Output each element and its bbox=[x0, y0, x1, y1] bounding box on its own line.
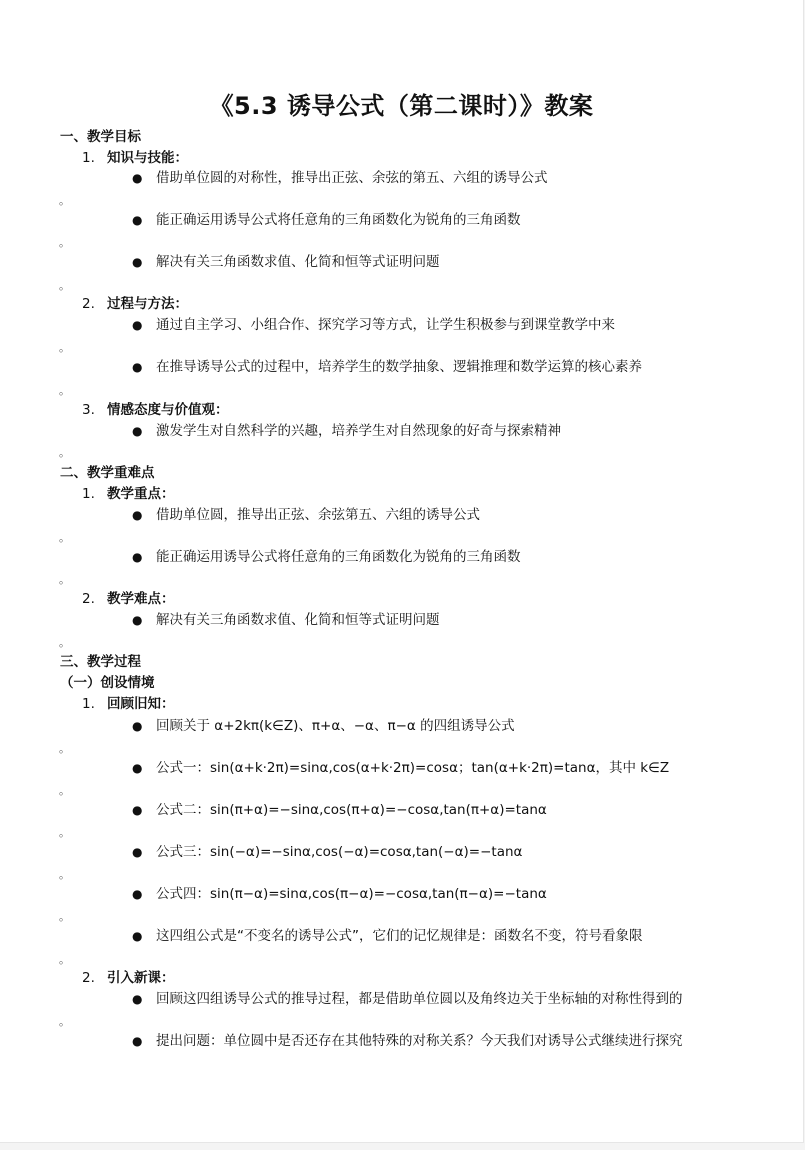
bullet-text: 通过自主学习、小组合作、探究学习等方式，让学生积极参与到课堂教学中来 bbox=[156, 317, 615, 333]
numbered-item bbox=[82, 969, 175, 987]
item-number: 2. bbox=[82, 970, 95, 986]
bullet-icon: ● bbox=[132, 992, 143, 1006]
bullet-item bbox=[132, 717, 515, 735]
bullet-icon: ● bbox=[132, 213, 143, 227]
bullet-icon: ● bbox=[132, 508, 143, 522]
bullet-item bbox=[132, 253, 440, 271]
end-mark: 。 bbox=[59, 1015, 70, 1028]
bullet-item bbox=[132, 843, 522, 861]
bullet-text: 能正确运用诱导公式将任意角的三角函数化为锐角的三角函数 bbox=[156, 549, 521, 565]
numbered-item bbox=[82, 295, 188, 313]
item-number: 1. bbox=[82, 150, 95, 166]
end-mark: 。 bbox=[59, 868, 70, 881]
bullet-text: 激发学生对自然科学的兴趣，培养学生对自然现象的好奇与探索精神 bbox=[156, 423, 561, 439]
bullet-item bbox=[132, 422, 561, 440]
bullet-item bbox=[132, 211, 521, 229]
numbered-item bbox=[82, 695, 175, 713]
item-label: 知识与技能： bbox=[107, 150, 188, 166]
bullet-item bbox=[132, 759, 669, 777]
end-mark: 。 bbox=[59, 573, 70, 586]
bullet-item bbox=[132, 169, 548, 187]
bullet-icon: ● bbox=[132, 803, 143, 817]
item-label: 教学难点： bbox=[107, 591, 175, 607]
end-mark: 。 bbox=[59, 826, 70, 839]
item-number: 1. bbox=[82, 486, 95, 502]
end-mark: 。 bbox=[59, 742, 70, 755]
bullet-item bbox=[132, 990, 683, 1008]
numbered-item bbox=[82, 149, 188, 167]
end-mark: 。 bbox=[59, 446, 70, 459]
end-mark: 。 bbox=[59, 236, 70, 249]
bullet-text: 回顾关于 α+2kπ(k∈Z)、π+α、−α、π−α 的四组诱导公式 bbox=[156, 718, 515, 734]
bullet-item bbox=[132, 316, 615, 334]
bullet-text: 借助单位圆，推导出正弦、余弦第五、六组的诱导公式 bbox=[156, 507, 480, 523]
item-label: 引入新课： bbox=[107, 970, 175, 986]
end-mark: 。 bbox=[59, 384, 70, 397]
section-heading-objectives: 一、教学目标 bbox=[60, 129, 141, 145]
bullet-icon: ● bbox=[132, 550, 143, 564]
bullet-text: 公式一：sin(α+k·2π)=sinα,cos(α+k·2π)=cosα；tan(α+k·2π)=tanα，其中 k∈Z bbox=[156, 760, 670, 776]
bullet-text: 在推导诱导公式的过程中，培养学生的数学抽象、逻辑推理和数学运算的核心素养 bbox=[156, 359, 642, 375]
item-label: 情感态度与价值观： bbox=[107, 402, 229, 418]
bullet-item bbox=[132, 885, 547, 903]
item-number: 1. bbox=[82, 696, 95, 712]
numbered-item bbox=[82, 590, 175, 608]
bullet-item bbox=[132, 1032, 683, 1050]
bullet-icon: ● bbox=[132, 761, 143, 775]
bullet-icon: ● bbox=[132, 255, 143, 269]
bullet-icon: ● bbox=[132, 360, 143, 374]
page-title: 《5.3 诱导公式（第二课时）》教案 bbox=[209, 92, 594, 120]
bullet-text: 解决有关三角函数求值、化简和恒等式证明问题 bbox=[156, 612, 440, 628]
end-mark: 。 bbox=[59, 279, 70, 292]
bullet-item bbox=[132, 548, 521, 566]
end-mark: 。 bbox=[59, 636, 70, 649]
bullet-text: 提出问题：单位圆中是否还存在其他特殊的对称关系？今天我们对诱导公式继续进行探究 bbox=[156, 1033, 683, 1049]
bullet-text: 公式三：sin(−α)=−sinα,cos(−α)=cosα,tan(−α)=−tanα bbox=[156, 844, 523, 860]
bullet-icon: ● bbox=[132, 171, 143, 185]
item-label: 教学重点： bbox=[107, 486, 175, 502]
item-number: 2. bbox=[82, 591, 95, 607]
bullet-icon: ● bbox=[132, 424, 143, 438]
bullet-item bbox=[132, 358, 642, 376]
item-label: 回顾旧知： bbox=[107, 696, 175, 712]
end-mark: 。 bbox=[59, 341, 70, 354]
bullet-icon: ● bbox=[132, 887, 143, 901]
item-number: 2. bbox=[82, 296, 95, 312]
bullet-icon: ● bbox=[132, 719, 143, 733]
bullet-icon: ● bbox=[132, 845, 143, 859]
bullet-item bbox=[132, 801, 547, 819]
bullet-text: 解决有关三角函数求值、化简和恒等式证明问题 bbox=[156, 254, 440, 270]
end-mark: 。 bbox=[59, 910, 70, 923]
end-mark: 。 bbox=[59, 784, 70, 797]
section-heading-process: 三、教学过程 bbox=[60, 654, 141, 670]
bullet-icon: ● bbox=[132, 929, 143, 943]
bullet-text: 借助单位圆的对称性，推导出正弦、余弦的第五、六组的诱导公式 bbox=[156, 170, 548, 186]
end-mark: 。 bbox=[59, 194, 70, 207]
item-label: 过程与方法： bbox=[107, 296, 188, 312]
numbered-item bbox=[82, 485, 175, 503]
bullet-text: 公式四：sin(π−α)=sinα,cos(π−α)=−cosα,tan(π−α)=−tanα bbox=[156, 886, 547, 902]
end-mark: 。 bbox=[59, 953, 70, 966]
subsection-heading: （一）创设情境 bbox=[60, 675, 155, 691]
bullet-icon: ● bbox=[132, 318, 143, 332]
bullet-text: 公式二：sin(π+α)=−sinα,cos(π+α)=−cosα,tan(π+α)=tanα bbox=[156, 802, 547, 818]
bullet-text: 这四组公式是“不变名的诱导公式”，它们的记忆规律是：函数名不变，符号看象限 bbox=[156, 928, 643, 944]
end-mark: 。 bbox=[59, 531, 70, 544]
numbered-item bbox=[82, 401, 229, 419]
bullet-text: 回顾这四组诱导公式的推导过程，都是借助单位圆以及角终边关于坐标轴的对称性得到的 bbox=[156, 991, 683, 1007]
bullet-icon: ● bbox=[132, 1034, 143, 1048]
bullet-item bbox=[132, 927, 643, 945]
section-heading-key-points: 二、教学重难点 bbox=[60, 465, 155, 481]
bullet-icon: ● bbox=[132, 613, 143, 627]
bullet-item bbox=[132, 611, 440, 629]
bullet-text: 能正确运用诱导公式将任意角的三角函数化为锐角的三角函数 bbox=[156, 212, 521, 228]
item-number: 3. bbox=[82, 402, 95, 418]
bullet-item bbox=[132, 506, 480, 524]
